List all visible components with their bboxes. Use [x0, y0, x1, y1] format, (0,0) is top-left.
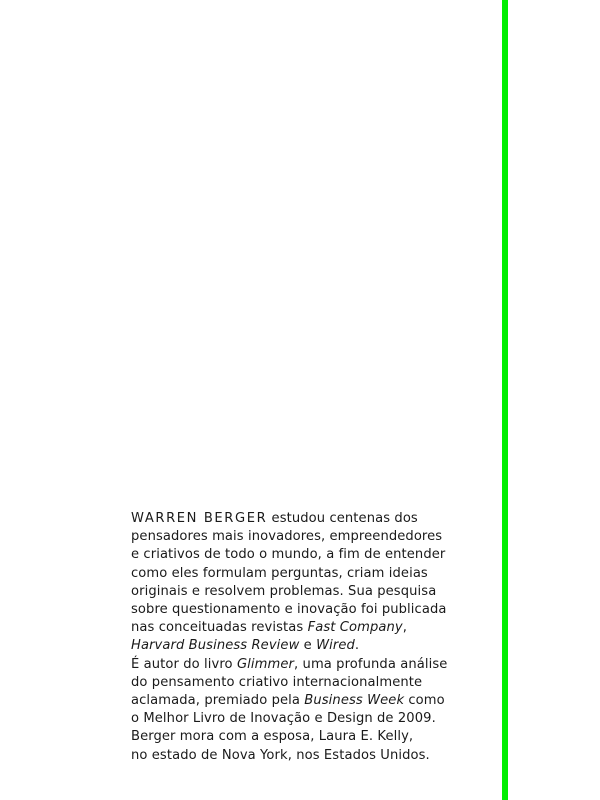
bio-line-1: WARREN BERGER estudou centenas dos	[131, 511, 418, 526]
bio-line-2: pensadores mais inovadores, empreendedores	[131, 529, 443, 545]
bio-line-10: do pensamento criativo internacionalmente	[131, 674, 423, 690]
author-name: WARREN BERGER	[131, 511, 268, 526]
magazine-title: Business Week	[304, 693, 405, 709]
magazine-title: Harvard Business Review	[131, 638, 300, 654]
book-title: Glimmer	[236, 656, 295, 672]
bio-line-14: no estado de Nova York, nos Estados Unidos.	[131, 747, 430, 763]
bio-line-9: É autor do livro Glimmer, uma profunda análise	[131, 656, 448, 672]
magazine-title: Wired	[316, 638, 355, 654]
bio-line-8: Harvard Business Review e Wired.	[131, 638, 360, 654]
bio-line-7: nas conceituadas revistas Fast Company,	[131, 620, 408, 636]
bio-line-4: como eles formulam perguntas, criam ideias	[131, 565, 428, 581]
green-vertical-line	[502, 0, 508, 800]
bio-line-5: originais e resolvem problemas. Sua pesquisa	[131, 583, 437, 599]
bio-line-3: e criativos de todo o mundo, a fim de entender	[131, 547, 446, 563]
bio-line-13: Berger mora com a esposa, Laura E. Kelly,	[131, 729, 414, 745]
bio-line-11: aclamada, premiado pela Business Week como	[131, 693, 445, 709]
author-bio	[131, 510, 496, 765]
bio-line-6: sobre questionamento e inovação foi publicada	[131, 602, 447, 618]
bio-line-12: o Melhor Livro de Inovação e Design de 2009.	[131, 711, 436, 727]
magazine-title: Fast Company	[307, 620, 403, 636]
